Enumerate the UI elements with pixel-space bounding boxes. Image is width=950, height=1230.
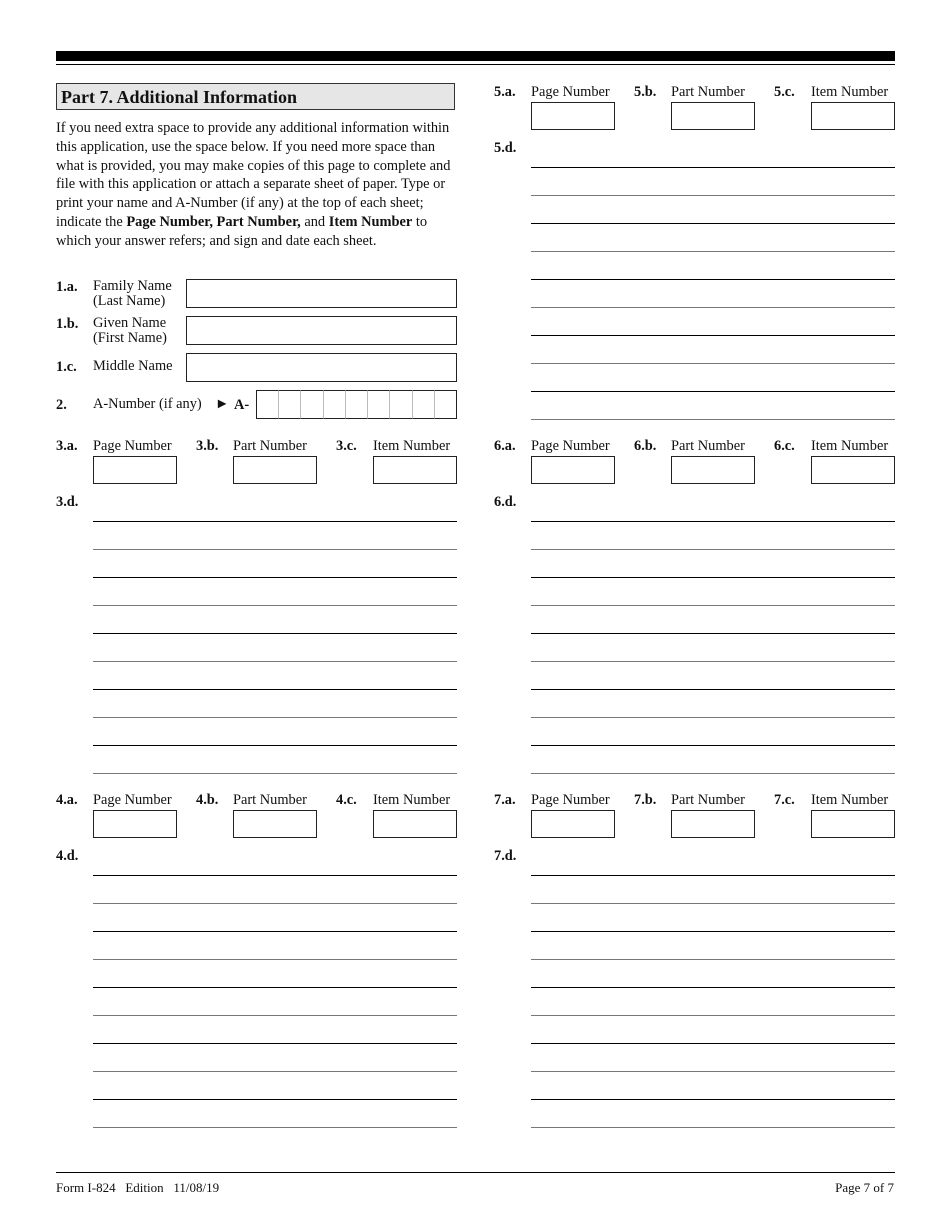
item-number-s5c: 5.c. (774, 84, 795, 100)
answer-line[interactable] (531, 1127, 895, 1128)
page-number-label: Page Number (93, 792, 172, 808)
footer-rule (56, 1172, 895, 1173)
answer-line[interactable] (531, 167, 895, 168)
part-number-label: Part Number (233, 438, 307, 454)
answer-line[interactable] (93, 521, 457, 522)
a-number-label: A-Number (if any) (93, 396, 202, 412)
answer-line[interactable] (531, 605, 895, 606)
part-number-input[interactable] (671, 456, 755, 484)
top-rule-thick (56, 51, 895, 61)
answer-line[interactable] (93, 903, 457, 904)
a-number-input[interactable] (256, 390, 457, 419)
answer-line[interactable] (531, 521, 895, 522)
page-number-input[interactable] (93, 456, 177, 484)
a-number-digit[interactable] (368, 390, 390, 419)
answer-line[interactable] (93, 549, 457, 550)
a-number-digit[interactable] (256, 390, 279, 419)
answer-line[interactable] (93, 1071, 457, 1072)
answer-line[interactable] (531, 419, 895, 420)
answer-line[interactable] (93, 1043, 457, 1044)
item-number-s6a: 6.a. (494, 438, 516, 454)
answer-line[interactable] (531, 251, 895, 252)
part-number-input[interactable] (233, 456, 317, 484)
item-number-s3b: 3.b. (196, 438, 219, 454)
answer-line[interactable] (93, 875, 457, 876)
item-number-label: Item Number (811, 438, 889, 454)
item-number-s5a: 5.a. (494, 84, 516, 100)
a-number-digit[interactable] (346, 390, 368, 419)
answer-line[interactable] (531, 1043, 895, 1044)
answer-line[interactable] (93, 959, 457, 960)
answer-line[interactable] (93, 661, 457, 662)
item-number-input[interactable] (811, 456, 895, 484)
item-number-input[interactable] (373, 456, 457, 484)
arrow-icon: ► (215, 396, 230, 412)
item-number-s4c: 4.c. (336, 792, 357, 808)
answer-line[interactable] (93, 605, 457, 606)
answer-line[interactable] (531, 577, 895, 578)
item-number-label: Item Number (811, 792, 889, 808)
item-number-1a: 1.a. (56, 279, 78, 295)
item-number-1c: 1.c. (56, 359, 77, 375)
answer-line[interactable] (531, 633, 895, 634)
item-number-s5d: 5.d. (494, 140, 517, 156)
part-number-input[interactable] (671, 102, 755, 130)
family-name-label (93, 279, 172, 309)
answer-line[interactable] (93, 773, 457, 774)
answer-line[interactable] (531, 363, 895, 364)
intro-text-2: and (300, 213, 329, 230)
item-number-s6d: 6.d. (494, 494, 517, 510)
given-name-label (93, 316, 167, 346)
answer-line[interactable] (531, 987, 895, 988)
answer-line[interactable] (531, 335, 895, 336)
given-name-input[interactable] (186, 316, 457, 345)
top-rule-thin (56, 64, 895, 65)
item-number-label: Item Number (373, 792, 451, 808)
item-number-s7a: 7.a. (494, 792, 516, 808)
answer-line[interactable] (531, 689, 895, 690)
answer-line[interactable] (531, 959, 895, 960)
part-number-input[interactable] (233, 810, 317, 838)
item-number-input[interactable] (811, 102, 895, 130)
item-number-label: Item Number (373, 438, 451, 454)
answer-line[interactable] (93, 717, 457, 718)
answer-line[interactable] (93, 745, 457, 746)
page-number-label: Page Number (531, 438, 610, 454)
page-number-input[interactable] (531, 456, 615, 484)
page-number-input[interactable] (531, 810, 615, 838)
answer-line[interactable] (531, 931, 895, 932)
answer-line[interactable] (531, 307, 895, 308)
a-number-digit[interactable] (301, 390, 323, 419)
answer-line[interactable] (531, 745, 895, 746)
a-number-digit[interactable] (390, 390, 412, 419)
intro-text-3: to which your answer refers; and sign and date each sheet. (56, 213, 428, 249)
answer-line[interactable] (531, 549, 895, 550)
page-number-label: Page Number (531, 792, 610, 808)
answer-line[interactable] (93, 689, 457, 690)
item-number-s6b: 6.b. (634, 438, 657, 454)
part-number-input[interactable] (671, 810, 755, 838)
item-number-s7d: 7.d. (494, 848, 517, 864)
intro-bold-1: Page Number, Part Number, (126, 213, 301, 230)
footer-page-number: Page 7 of 7 (835, 1180, 894, 1195)
a-number-digit[interactable] (324, 390, 346, 419)
answer-line[interactable] (93, 1015, 457, 1016)
footer-edition-label: Edition (125, 1180, 164, 1195)
item-number-s6c: 6.c. (774, 438, 795, 454)
answer-line[interactable] (531, 1099, 895, 1100)
part-title: Part 7. Additional Information (61, 87, 298, 107)
item-number-label: Item Number (811, 84, 889, 100)
answer-line[interactable] (93, 577, 457, 578)
item-number-s4a: 4.a. (56, 792, 78, 808)
part-header (56, 83, 455, 110)
page-number-label: Page Number (93, 438, 172, 454)
intro-paragraph (56, 119, 458, 251)
given-name-label-line1: Given Name (93, 315, 167, 331)
part-number-label: Part Number (671, 438, 745, 454)
item-number-s3d: 3.d. (56, 494, 79, 510)
answer-line[interactable] (93, 931, 457, 932)
item-number-s7c: 7.c. (774, 792, 795, 808)
footer-edition-date: 11/08/19 (173, 1180, 220, 1195)
answer-line[interactable] (531, 195, 895, 196)
item-number-s4d: 4.d. (56, 848, 79, 864)
answer-line[interactable] (531, 223, 895, 224)
answer-line[interactable] (93, 633, 457, 634)
item-number-1b: 1.b. (56, 316, 79, 332)
answer-line[interactable] (531, 875, 895, 876)
item-number-s4b: 4.b. (196, 792, 219, 808)
item-number-input[interactable] (373, 810, 457, 838)
answer-line[interactable] (531, 279, 895, 280)
answer-line[interactable] (531, 391, 895, 392)
intro-bold-2: Item Number (328, 213, 413, 230)
page-number-input[interactable] (531, 102, 615, 130)
item-number-s5b: 5.b. (634, 84, 657, 100)
family-name-label-line2: (Last Name) (93, 293, 166, 309)
answer-line[interactable] (531, 1071, 895, 1072)
part-number-label: Part Number (233, 792, 307, 808)
answer-line[interactable] (531, 717, 895, 718)
part-number-label: Part Number (671, 792, 745, 808)
a-number-prefix: A- (234, 397, 250, 413)
page-number-label: Page Number (531, 84, 610, 100)
page-number-input[interactable] (93, 810, 177, 838)
a-number-digit[interactable] (413, 390, 435, 419)
item-number-s3a: 3.a. (56, 438, 78, 454)
a-number-digit[interactable] (435, 390, 457, 419)
item-number-input[interactable] (811, 810, 895, 838)
answer-line[interactable] (531, 1015, 895, 1016)
answer-line[interactable] (531, 903, 895, 904)
answer-line[interactable] (531, 661, 895, 662)
family-name-label-line1: Family Name (93, 278, 172, 294)
intro-text-1: If you need extra space to provide any additional information within this application, use the space below. If you need more space than what is provided, you may make copies of this page to complete and file with this application or attach a separate sheet of paper. Type or print your name and A-Number (if any) at the top of each sheet; indicate the (56, 120, 451, 230)
given-name-label-line2: (First Name) (93, 330, 167, 346)
middle-name-input[interactable] (186, 353, 457, 382)
item-number-2: 2. (56, 397, 67, 413)
footer-form-info (56, 1180, 219, 1196)
part-number-label: Part Number (671, 84, 745, 100)
family-name-input[interactable] (186, 279, 457, 308)
footer-form-name: Form I-824 (56, 1180, 116, 1195)
answer-line[interactable] (93, 1099, 457, 1100)
item-number-s7b: 7.b. (634, 792, 657, 808)
answer-line[interactable] (93, 1127, 457, 1128)
middle-name-label: Middle Name (93, 358, 173, 374)
answer-line[interactable] (531, 773, 895, 774)
a-number-digit[interactable] (279, 390, 301, 419)
answer-line[interactable] (93, 987, 457, 988)
item-number-s3c: 3.c. (336, 438, 357, 454)
